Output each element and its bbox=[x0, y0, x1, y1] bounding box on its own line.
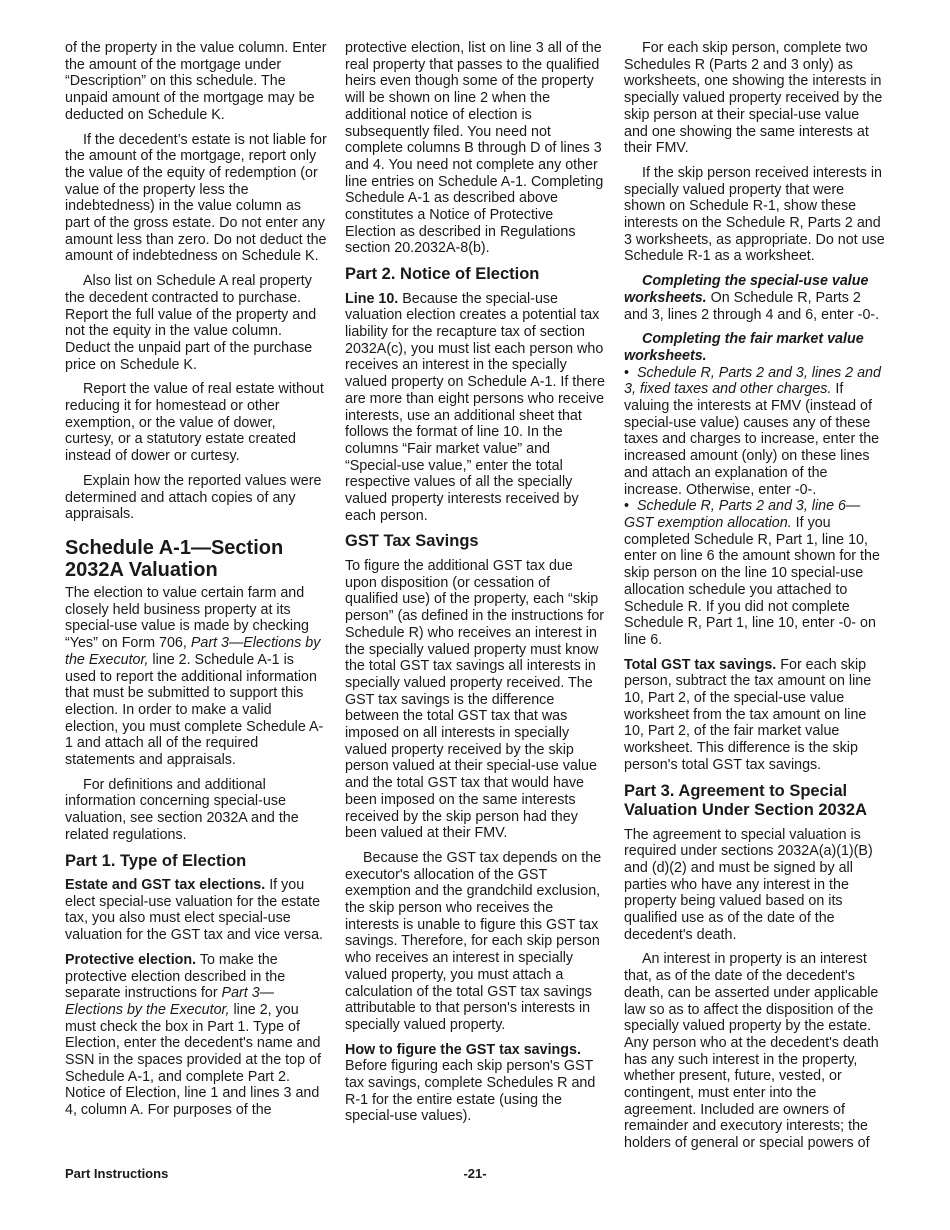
footer-part-instructions: Part Instructions bbox=[65, 1166, 169, 1181]
paragraph-skip-person-worksheets: For each skip person, complete two Schedules R (Parts 2 and 3 only) as worksheets, one showing the interests in specially valued property received by the skip person at their special-use value and one showing the same interests at their FMV. bbox=[624, 40, 883, 157]
paragraph-real-estate-value: Report the value of real estate without reducing it for homestead or other exemption, or the value of dower, curtesy, or a statutory estate created instead of dower or curtesy. bbox=[65, 381, 324, 465]
heading-part2-notice-of-election: Part 2. Notice of Election bbox=[345, 265, 540, 284]
paragraph-definitions: For definitions and additional information concerning special-use valuation, see section 2032A and the related regulations. bbox=[65, 776, 299, 843]
paragraph-gst-additional-tax: To figure the additional GST tax due upon disposition (or cessation of qualified use) of the property, each “skip person” (as defined in the instructions for Schedule R) who receives an interest in the specially valued property must know the total GST tax savings all interests in specially valued property received. The GST tax savings is the difference between the total GST tax that was imposed on all interests in specially valued property received by the skip person valued at their special-use value and the total GST tax that would have been imposed on the same interests received by the skip person had they been valued at their FMV. bbox=[345, 557, 605, 842]
paragraph-interest-in-property: An interest in property is an interest that, as of the date of the decedent's death, can be asserted under applicable law so as to affect the disposition of the specially valued property by the estate. Any person who at the decedent's death has any such interest in the property, whether present, future, vested, or contingent, must enter into the agreement. Included are owners of remainder and executory interests; the holders of general or special powers of bbox=[624, 951, 879, 1152]
column-3 bbox=[624, 40, 886, 1152]
column-2 bbox=[345, 40, 607, 1125]
paragraph-mortgage-value: of the property in the value column. Enter the amount of the mortgage under “Description” on this schedule. The unpaid amount of the mortgage may be deducted on Schedule K. bbox=[65, 40, 327, 123]
paragraph-estate-gst-elections: Estate and GST tax elections. If you elect special-use valuation for the estate tax, you also must elect special-use valuation for the GST tax and vice versa. bbox=[65, 877, 324, 944]
heading-gst-tax-savings: GST Tax Savings bbox=[345, 532, 479, 551]
paragraph-appraisals: Explain how the reported values were determined and attach copies of any appraisals. bbox=[65, 472, 322, 523]
paragraph-fmv-worksheets-heading: Completing the fair market value worksheets. bbox=[624, 331, 864, 364]
paragraph-protective-election-cont: protective election, list on line 3 all of the real property that passes to the qualified heirs even though some of the property will be shown on line 2 when the additional notice of election is subsequently filed. You need not complete columns B through D of lines 3 and 4. You need not complete any other line entries on Schedule A-1. Completing Schedule A-1 as described above constitutes a Notice of Protective Election as described in Regulations section 20.2032A-8(b). bbox=[345, 40, 604, 257]
heading-part1-type-of-election: Part 1. Type of Election bbox=[65, 851, 247, 870]
paragraph-line-10: Line 10. Because the special-use valuation election creates a potential tax liability for the recapture tax of section 2032A(c), you must list each person who receives an interest in the specially valued property on Schedule A-1. If there are more than eight persons who receive interests, use an additional sheet that follows the format of line 10. In the columns “Fair market value” and “Special-use value,” enter the total respective values of all the specially valued property interests received by each person. bbox=[345, 290, 605, 524]
bullet-gst-exemption: • Schedule R, Parts 2 and 3, line 6—GST exemption allocation. If you completed Schedule R, Part 1, line 10, enter on line 6 the amount shown for the skip person on the line 10 special-use allocation schedule you attached to Schedule R. If you did not complete Schedule R, Part 1, line 10, enter -0- on line 6. bbox=[624, 498, 880, 648]
paragraph-special-use-worksheets: Completing the special-use value worksheets. On Schedule R, Parts 2 and 3, lines 2 through 4 and 6, enter -0-. bbox=[624, 273, 880, 323]
paragraph-gst-exemption-allocation: Because the GST tax depends on the executor's allocation of the GST exemption and the grandchild exclusion, the skip person who receives the interests is unable to figure this GST tax savings. Therefore, for each skip person who receives an interest in specially valued property, you must attach a calculation of the total GST tax savings attributable to that person's interests in specially valued property. bbox=[345, 849, 602, 1033]
paragraph-special-use-election: The election to value certain farm and closely held business property at its special-use value is made by checking “Yes” on Form 706, Part 3—Elections by the Executor, line 2. Schedule A-1 is used to report the additional information that must be submitted to support this election. In order to make a valid election, you must complete Schedule A-1 and attach all of the required statements and appraisals. bbox=[65, 584, 324, 769]
page-number: -21- bbox=[463, 1166, 487, 1181]
paragraph-protective-election: Protective election. To make the protective election described in the separate instructions for Part 3—Elections by the Executor, line 2, you must check the box in Part 1. Type of Election, enter the decedent's name and SSN in the spaces provided at the top of Schedule A-1, and complete Part 2. Notice of Election, line 1 and lines 3 and 4, column A. For purposes of the bbox=[65, 951, 321, 1119]
paragraph-schedule-r1-interests: If the skip person received interests in specially valued property that were shown on Schedule R-1, show these interests on the Schedule R, Parts 2 and 3 worksheets, as appropriate. Do not use Schedule R-1 as a worksheet. bbox=[624, 164, 885, 265]
column-1 bbox=[65, 40, 327, 1119]
heading-part3-agreement: Part 3. Agreement to Special Valuation Under Section 2032A bbox=[624, 781, 867, 820]
paragraph-agreement-required: The agreement to special valuation is required under sections 2032A(a)(1)(B) and (d)(2) and must be signed by all parties who have any interest in the property being valued based on its qualified use as of the date of the decedent's death. bbox=[624, 826, 873, 943]
paragraph-estate-not-liable: If the decedent’s estate is not liable for the amount of the mortgage, report only the value of the equity of redemption (or value of the property less the indebtedness) in the value column as part of the gross estate. Do not enter any amount less than zero. Do not deduct the amount of indebtedness on Schedule K. bbox=[65, 131, 327, 265]
heading-schedule-a1: Schedule A-1—Section 2032A Valuation bbox=[65, 536, 284, 581]
paragraph-total-gst-savings: Total GST tax savings. For each skip person, subtract the tax amount on line 10, Part 2, of the special-use value worksheet from the tax amount on line 10, Part 2, of the fair market value worksheet. This difference is the skip person's total GST tax savings. bbox=[624, 656, 872, 773]
paragraph-contracted-purchase: Also list on Schedule A real property the decedent contracted to purchase. Report the full value of the property and not the equity in the value column. Deduct the unpaid part of the purchase price on Schedule K. bbox=[65, 273, 317, 373]
paragraph-how-to-figure: How to figure the GST tax savings. Before figuring each skip person's GST tax savings, complete Schedules R and R-1 for the entire estate (using the special-use values). bbox=[345, 1041, 596, 1125]
bullet-icon: • bbox=[624, 364, 637, 381]
bullet-icon: • bbox=[624, 498, 637, 515]
bullet-fixed-taxes: • Schedule R, Parts 2 and 3, lines 2 and 3, fixed taxes and other charges. If valuing the interests at FMV (instead of special-use value) causes any of these taxes and charges to increase, enter the increased amount (only) on these lines and attach an explanation of the increase. Otherwise, enter -0-. bbox=[624, 364, 881, 498]
